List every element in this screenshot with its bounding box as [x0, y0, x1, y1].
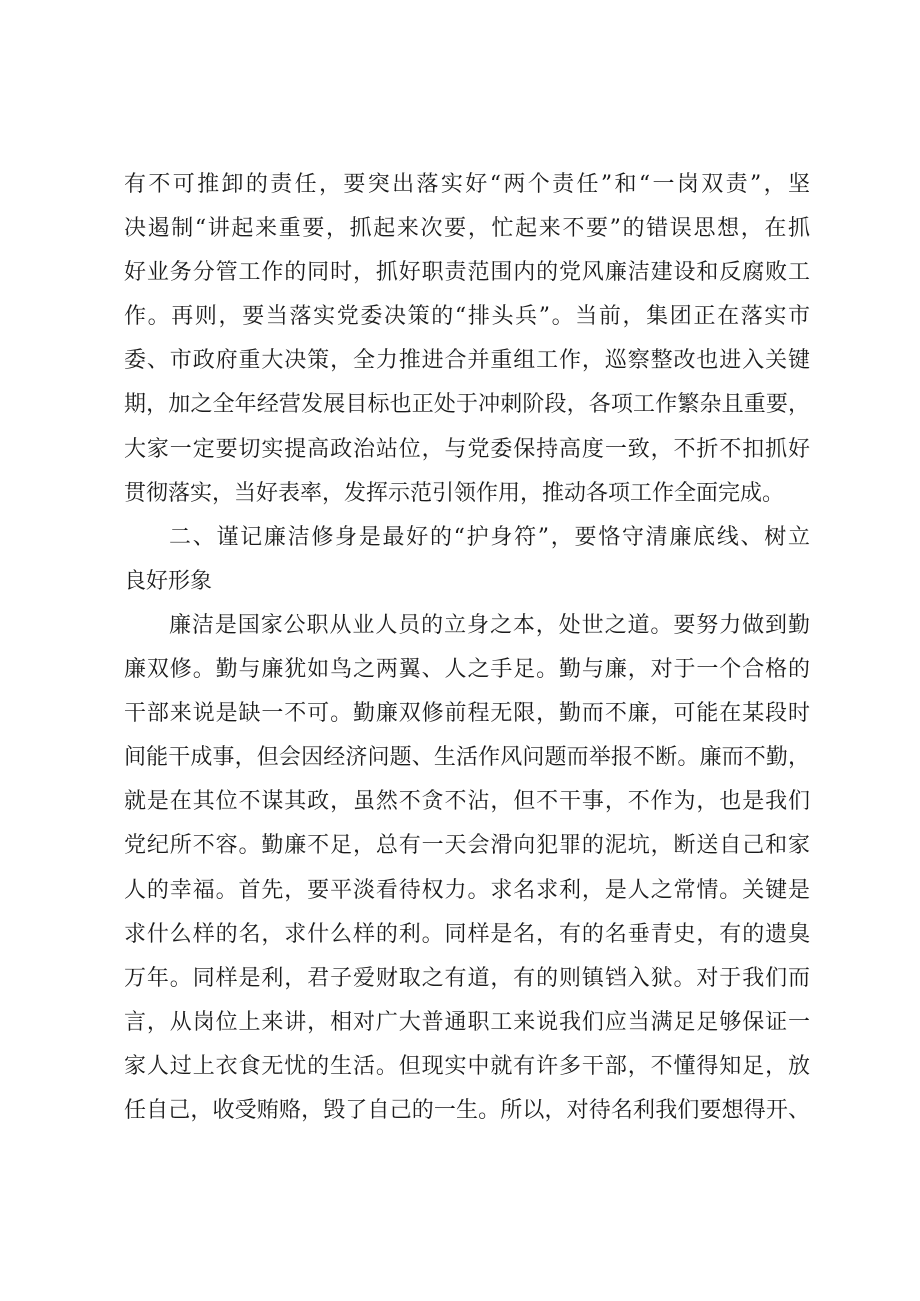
text-line: 党纪所不容。勤廉不足，总有一天会滑向犯罪的泥坑，断送自己和家	[124, 833, 810, 859]
document-body	[124, 163, 810, 1133]
text-line: 决遏制“讲起来重要，抓起来次要，忙起来不要”的错误思想，在抓	[124, 216, 810, 242]
text-line: 干部来说是缺一不可。勤廉双修前程无限，勤而不廉，可能在某段时	[124, 701, 810, 727]
text-line: 贯彻落实，当好表率，发挥示范引领作用，推动各项工作全面完成。	[124, 480, 785, 506]
text-line: 委、市政府重大决策，全力推进合并重组工作，巡察整改也进入关键	[124, 348, 810, 374]
section-heading-line: 良好形象	[124, 568, 213, 594]
text-line: 家人过上衣食无忧的生活。但现实中就有许多干部，不懂得知足，放	[124, 1053, 810, 1079]
text-line: 作。再则，要当落实党委决策的“排头兵”。当前，集团正在落实市	[124, 304, 810, 330]
text-line: 有不可推卸的责任，要突出落实好“两个责任”和“一岗双责”，坚	[124, 172, 810, 197]
text-line: 廉洁是国家公职从业人员的立身之本，处世之道。要努力做到勤	[169, 612, 810, 638]
text-line: 好业务分管工作的同时，抓好职责范围内的党风廉洁建设和反腐败工	[124, 260, 810, 286]
section-heading-line: 二、谨记廉洁修身是最好的“护身符”，要恪守清廉底线、树立	[169, 524, 810, 550]
text-line: 人的幸福。首先，要平淡看待权力。求名求利，是人之常情。关键是	[124, 877, 810, 903]
text-line: 廉双修。勤与廉犹如鸟之两翼、人之手足。勤与廉，对于一个合格的	[124, 657, 810, 683]
text-line: 任自己，收受贿赂，毁了自己的一生。所以，对待名利我们要想得开、	[124, 1097, 810, 1123]
text-line: 万年。同样是利，君子爱财取之有道，有的则镇铛入狱。对于我们而	[124, 965, 810, 991]
text-line: 大家一定要切实提高政治站位，与党委保持高度一致，不折不扣抓好	[124, 436, 810, 462]
text-line: 间能干成事，但会因经济问题、生活作风问题而举报不断。廉而不勤，	[124, 745, 810, 771]
text-line: 求什么样的名，求什么样的利。同样是名，有的名垂青史，有的遗臭	[124, 921, 810, 947]
text-line: 就是在其位不谋其政，虽然不贪不沾，但不干事，不作为，也是我们	[124, 789, 810, 815]
text-line: 期，加之全年经营发展目标也正处于冲刺阶段，各项工作繁杂且重要，	[124, 392, 810, 418]
text-line: 言，从岗位上来讲，相对广大普通职工来说我们应当满足足够保证一	[124, 1009, 810, 1035]
